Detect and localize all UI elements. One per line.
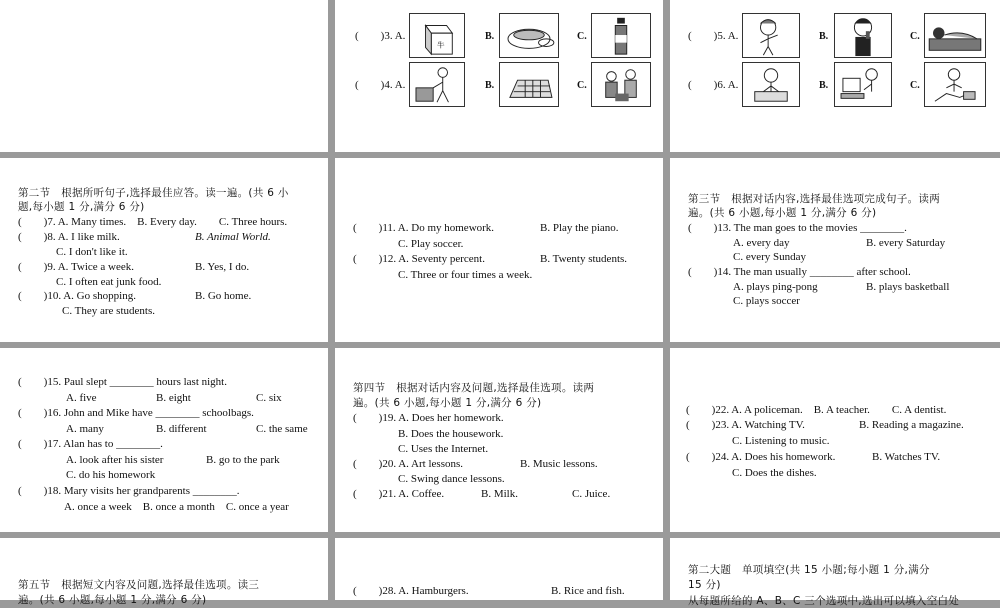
- girl-icon[interactable]: [742, 13, 800, 58]
- question-8-option-b: B. Animal World.: [195, 231, 271, 243]
- bottle-icon[interactable]: [591, 13, 651, 58]
- question-23-option-a: ( )23. A. Watching TV.: [686, 419, 805, 431]
- questions-11-12-panel: [335, 158, 663, 342]
- question-4-label: ( )4. A.: [355, 79, 406, 91]
- singing-boy-icon[interactable]: [834, 13, 892, 58]
- part-2-panel: [670, 538, 1000, 607]
- panel-top-left: [0, 0, 328, 152]
- question-9-option-c: C. I often eat junk food.: [56, 276, 162, 288]
- game-board-icon[interactable]: [499, 62, 559, 107]
- boy-writing-icon[interactable]: [742, 62, 800, 107]
- question-24-option-c: C. Does the dishes.: [732, 467, 817, 479]
- question-13: ( )13. The man goes to the movies ________.: [688, 222, 907, 234]
- cleaning-boy-icon[interactable]: [409, 62, 465, 107]
- section-5-panel: [0, 538, 328, 606]
- question-16: ( )16. John and Mike have ________ schoolbags.: [18, 407, 254, 419]
- option-c-label: C.: [910, 31, 920, 42]
- question-3-label: ( )3. A.: [355, 30, 406, 42]
- question-6-label: ( )6. A.: [688, 79, 739, 91]
- question-16-option-a: A. many: [66, 423, 104, 435]
- questions-22-24-panel: [670, 348, 1000, 532]
- milk-carton-icon[interactable]: [409, 13, 465, 58]
- question-28-option-a: ( )28. A. Hamburgers.: [353, 585, 469, 597]
- question-28-panel: [335, 538, 663, 600]
- question-16-option-c: C. the same: [256, 423, 308, 435]
- question-13-option-c: C. every Sunday: [733, 251, 807, 263]
- svg-text:牛: 牛: [437, 40, 445, 50]
- question-21-option-b: B. Milk.: [481, 488, 518, 500]
- question-11-option-c: C. Play soccer.: [398, 238, 464, 250]
- question-23-option-b: B. Reading a magazine.: [859, 419, 964, 431]
- option-b-label: B.: [819, 31, 829, 42]
- option-c-label: C.: [577, 31, 587, 42]
- question-10-option-a: ( )10. A. Go shopping.: [18, 290, 136, 302]
- question-12-option-b: B. Twenty students.: [540, 253, 628, 265]
- question-14: ( )14. The man usually ________ after school.: [688, 266, 911, 278]
- question-15-option-b: B. eight: [156, 392, 191, 404]
- question-21-option-c: C. Juice.: [572, 488, 611, 500]
- question-23-option-c: C. Listening to music.: [732, 435, 830, 447]
- question-14-option-b: B. plays basketball: [866, 281, 950, 293]
- question-14-option-c: C. plays soccer: [733, 295, 800, 307]
- question-17-option-b: B. go to the park: [206, 454, 280, 466]
- question-10-option-b: B. Go home.: [195, 290, 252, 302]
- question-20-option-b: B. Music lessons.: [520, 458, 598, 470]
- question-28-option-b: B. Rice and fish.: [551, 585, 625, 597]
- question-5-label: ( )5. A.: [688, 30, 739, 42]
- question-13-option-b: B. every Saturday: [866, 237, 946, 249]
- question-18-options: A. once a week B. once a month C. once a year: [64, 501, 289, 513]
- question-14-option-a: A. plays ping-pong: [733, 281, 818, 293]
- question-24-option-b: B. Watches TV.: [872, 451, 941, 463]
- question-9-option-a: ( )9. A. Twice a week.: [18, 261, 135, 273]
- option-b-label: B.: [485, 31, 495, 42]
- section-3-header-line2: 遍。(共 6 小题,每小题 1 分,满分 6 分): [688, 207, 877, 219]
- option-c-label: C.: [910, 80, 920, 91]
- question-11-option-b: B. Play the piano.: [540, 222, 619, 234]
- section-2-panel: [0, 158, 328, 342]
- section-3-panel: [670, 158, 1000, 342]
- question-15-option-c: C. six: [256, 392, 282, 404]
- question-20-option-a: ( )20. A. Art lessons.: [353, 458, 463, 470]
- question-17-option-c: C. do his homework: [66, 469, 156, 481]
- question-21-option-a: ( )21. A. Coffee.: [353, 488, 445, 500]
- question-15-option-a: A. five: [66, 392, 97, 404]
- question-18: ( )18. Mary visits her grandparents ________.: [18, 485, 240, 497]
- question-9-option-b: B. Yes, I do.: [195, 261, 250, 273]
- question-22: ( )22. A. A policeman. B. A teacher. C. A dentist.: [686, 404, 947, 416]
- question-19-option-b: B. Does the housework.: [398, 428, 504, 440]
- question-15: ( )15. Paul slept ________ hours last night.: [18, 376, 227, 388]
- questions-15-18-panel: [0, 348, 328, 532]
- question-7: ( )7. A. Many times. B. Every day. C. Three hours.: [18, 216, 288, 228]
- option-c-label: C.: [577, 80, 587, 91]
- question-8-option-a: ( )8. A. I like milk.: [18, 231, 120, 243]
- section-4-header-line1: 第四节 根据对话内容及问题,选择最佳选项。读两: [353, 382, 595, 394]
- question-19-option-c: C. Uses the Internet.: [398, 443, 489, 455]
- lying-person-icon[interactable]: [924, 13, 986, 58]
- part-2-header-line2: 15 分): [688, 579, 721, 591]
- question-13-option-a: A. every day: [733, 237, 790, 249]
- question-24-option-a: ( )24. A. Does his homework.: [686, 451, 836, 463]
- section-5-header-line2: 遍。(共 6 小题,每小题 1 分,满分 6 分): [18, 594, 207, 606]
- question-12-option-a: ( )12. A. Seventy percent.: [353, 253, 485, 265]
- section-2-header-line1: 第二节 根据所听句子,选择最佳应答。读一遍。(共 6 小: [18, 187, 289, 199]
- section-3-header-line1: 第三节 根据对话内容,选择最佳选项完成句子。读两: [688, 193, 941, 205]
- question-17: ( )17. Alan has to ________.: [18, 438, 163, 450]
- question-10-option-c: C. They are students.: [62, 305, 155, 317]
- section-4-panel: [335, 348, 663, 532]
- question-11-option-a: ( )11. A. Do my homework.: [353, 222, 495, 234]
- boy-building-icon[interactable]: [924, 62, 986, 107]
- option-b-label: B.: [819, 80, 829, 91]
- question-12-option-c: C. Three or four times a week.: [398, 269, 533, 281]
- computer-boy-icon[interactable]: [834, 62, 892, 107]
- question-19-option-a: ( )19. A. Does her homework.: [353, 412, 504, 424]
- question-8-option-c: C. I don't like it.: [56, 246, 128, 258]
- part-2-header-line1: 第二大题 单项填空(共 15 小题;每小题 1 分,满分: [688, 564, 930, 576]
- section-4-header-line2: 遍。(共 6 小题,每小题 1 分,满分 6 分): [353, 397, 542, 409]
- section-5-header-line1: 第五节 根据短文内容及问题,选择最佳选项。读三: [18, 579, 260, 591]
- friends-icon[interactable]: [591, 62, 651, 107]
- question-17-option-a: A. look after his sister: [66, 454, 164, 466]
- option-b-label: B.: [485, 80, 495, 91]
- bowl-icon[interactable]: [499, 13, 559, 58]
- question-20-option-c: C. Swing dance lessons.: [398, 473, 505, 485]
- panel-pictures-5-6: [670, 0, 1000, 152]
- panel-pictures-3-4: [335, 0, 663, 152]
- section-2-header-line2: 题,每小题 1 分,满分 6 分): [18, 201, 145, 213]
- question-16-option-b: B. different: [156, 423, 207, 435]
- part-2-header-line3: 从每题所给的 A、B、C 三个选项中,选出可以填入空白处: [688, 595, 960, 607]
